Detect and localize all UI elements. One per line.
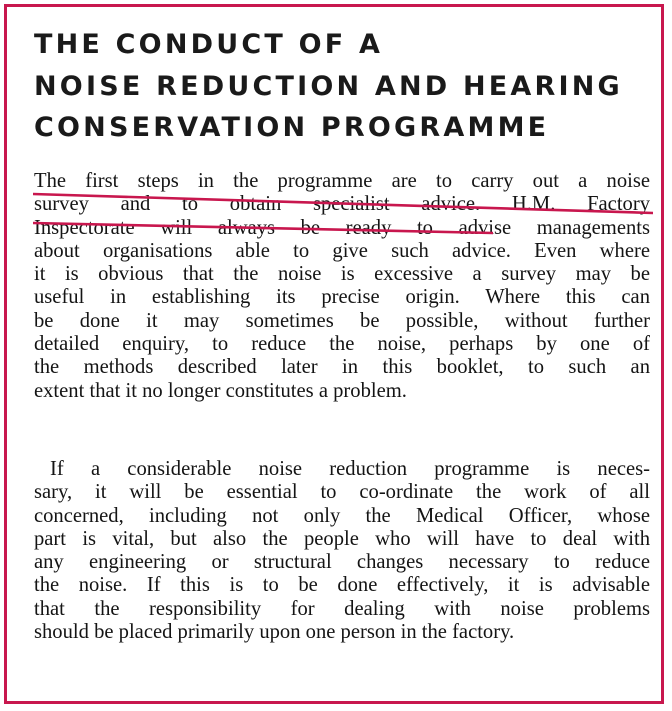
text-line: survey and to obtain specialist advice. H.M. Factory [34,193,650,216]
text-line: should be placed primarily upon one person in the factory. [34,621,515,644]
text-line: be done it may sometimes be possible, without further [34,309,650,332]
text-line: Inspectorate will always be ready to advise managements [34,216,650,239]
text-line: extent that it no longer constitutes a problem. [34,379,407,402]
text-line: any engineering or structural changes necessary to reduce [34,551,650,574]
text-line: sary, it will be essential to co-ordinate the work of all [34,481,650,504]
text-line: useful in establishing its precise origin. Where this can [34,286,650,309]
text-line: concerned, including not only the Medical Officer, whose [34,504,650,527]
text-line: that the responsibility for dealing with noise problems [34,597,650,620]
text-line: The first steps in the programme are to carry out a noise [34,170,650,192]
paragraph-noise-programme [34,458,650,644]
title-line: NOISE REDUCTION AND HEARING [34,70,623,102]
title-line: THE CONDUCT OF A [34,29,384,60]
text-line: it is obvious that the noise is excessive a survey may be [34,263,650,286]
document-title [34,24,623,149]
text-line: about organisations able to give such advice. Even where [34,239,650,262]
text-line: If a considerable noise reduction programme is neces- [50,458,650,480]
paragraph-first-steps [34,170,650,403]
text-line: the noise. If this is to be done effectively, it is advisable [34,574,650,597]
text-line: detailed enquiry, to reduce the noise, perhaps by one of [34,333,650,356]
title-line: CONSERVATION PROGRAMME [34,112,550,143]
text-line: part is vital, but also the people who will have to deal with [34,527,650,550]
text-line: the methods described later in this booklet, to such an [34,356,650,379]
